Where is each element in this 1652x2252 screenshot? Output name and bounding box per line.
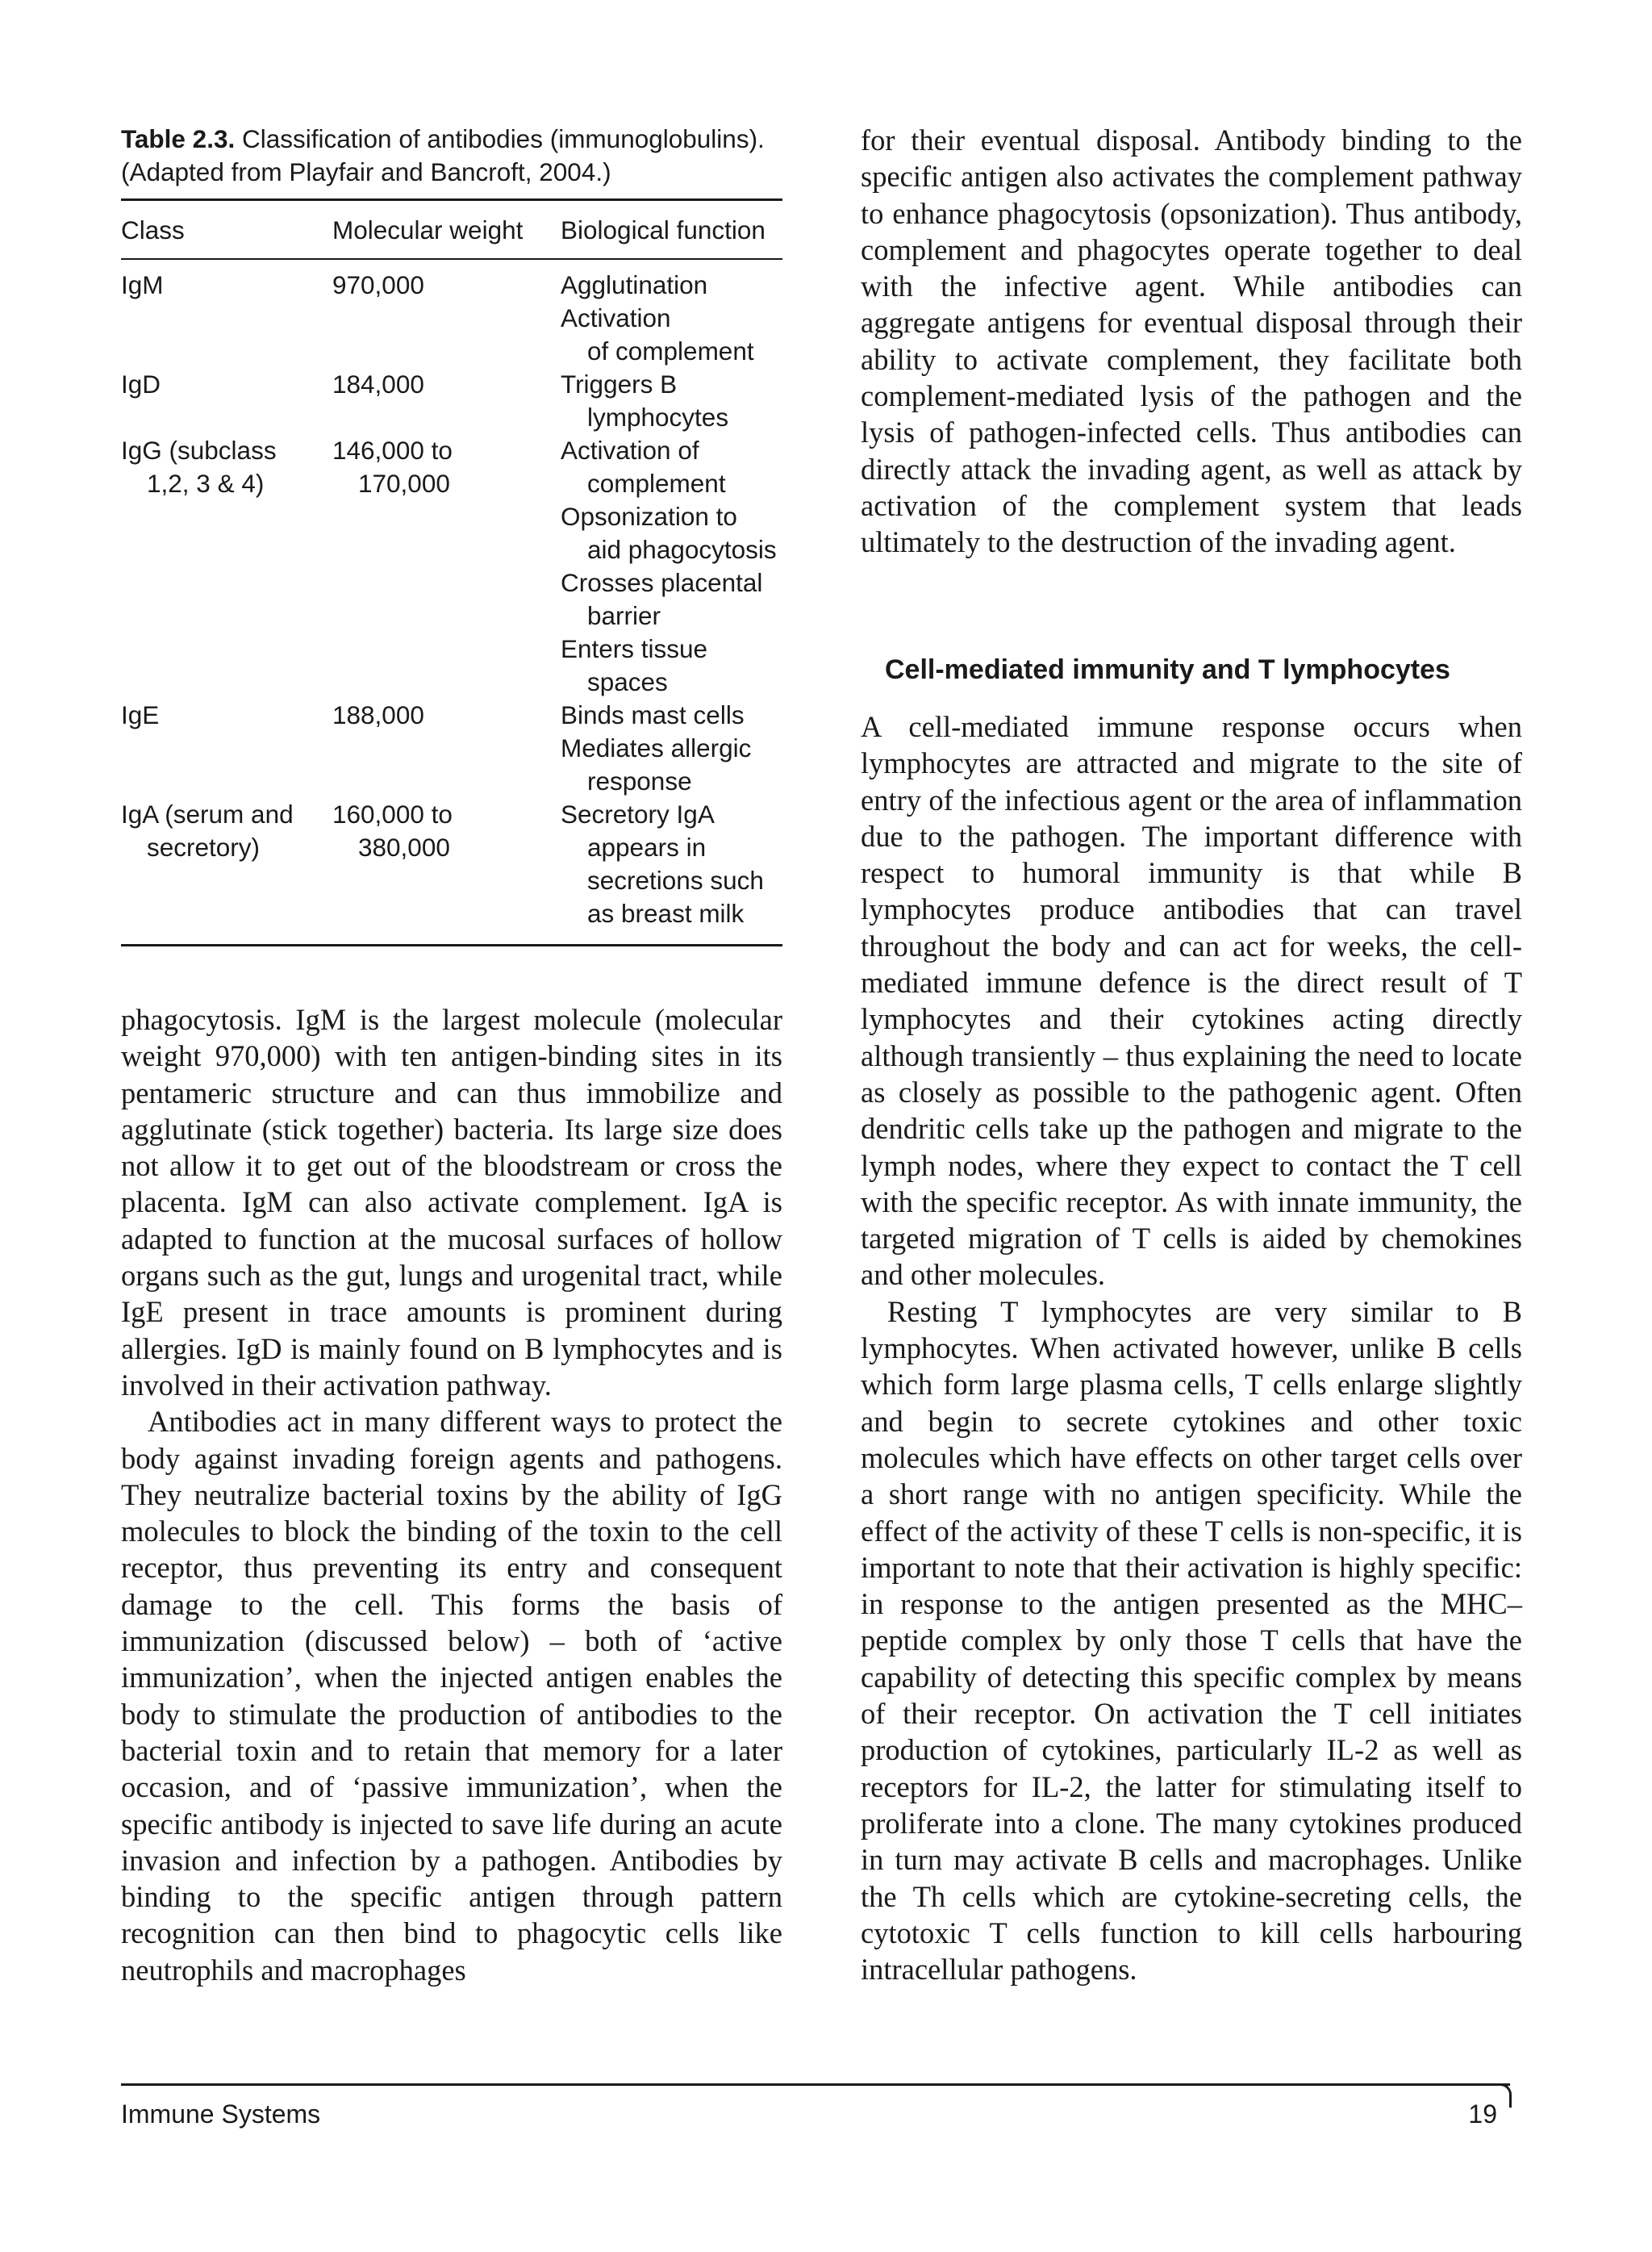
right-body-text-top <box>861 122 1522 561</box>
header-biological-function: Biological function <box>561 215 766 244</box>
right-body-text <box>861 708 1522 1987</box>
paragraph: Resting T lymphocytes are very similar to B lymphocytes. When activated however, unlike B cells which form large plasma cells, T cells enlarge slightly and begin to secrete cytokines and other toxic molecules which have effects on other target cells over a short range with no antigen specificity. While the effect of the activity of these T cells is non-specific, it is important to note that their activation is highly specific: in response to the antigen presented as the MHC–peptide complex by only those T cells that have the capability of detecting this specific complex by means of their receptor. On activation the T cell initiates production of cytokines, particularly IL-2 as well as receptors for IL-2, the latter for stimulating itself to proliferate into a clone. The many cytokines produced in turn may activate B cells and macrophages. Unlike the Th cells which are cytokine-secreting cells, the cytotoxic T cells function to kill cells harbouring intracellular pathogens. <box>861 1294 1522 1987</box>
left-body-text <box>121 1001 782 1988</box>
cell-function: Secretory IgA appears in secretions such as breast milk <box>561 800 764 928</box>
table-source: (Adapted from Playfair and Bancroft, 2004.) <box>121 157 611 186</box>
cell-weight: 188,000 <box>332 700 424 729</box>
section-heading: Cell-mediated immunity and T lymphocytes <box>885 654 1450 685</box>
cell-function: Activation of complement Opsonization to aid phagocytosis Crosses placental barrier Enters tissue spaces <box>561 436 777 696</box>
table-top-rule <box>121 198 782 201</box>
paragraph: phagocytosis. IgM is the largest molecule (molecular weight 970,000) with ten antigen-binding sites in its pentameric structure and can thus immobilize and agglutinate (stick together) bacteria. Its large size does not allow it to get out of the bloodstream or cross the placenta. IgM can also activate complement. IgA is adapted to function at the mucosal surfaces of hollow organs such as the gut, lungs and urogenital tract, while IgE present in trace amounts is prominent during allergies. IgD is mainly found on B lymphocytes and is involved in their activation pathway. <box>121 1003 782 1402</box>
cell-function: Triggers B lymphocytes <box>561 370 729 432</box>
cell-class: IgE <box>121 700 160 729</box>
cell-weight: 184,000 <box>332 370 424 399</box>
cell-weight: 146,000 to 170,000 <box>332 436 453 498</box>
cell-class: IgM <box>121 270 164 299</box>
table-title: Classification of antibodies (immunoglobulins). <box>242 124 765 153</box>
cell-class: IgA (serum and secretory) <box>121 800 294 862</box>
cell-function: Agglutination Activation of complement <box>561 270 754 366</box>
table-caption <box>121 123 782 189</box>
cell-weight: 970,000 <box>332 270 424 299</box>
cell-function: Binds mast cells Mediates allergic response <box>561 700 752 796</box>
cell-class: IgG (subclass 1,2, 3 & 4) <box>121 436 277 498</box>
cell-weight: 160,000 to 380,000 <box>332 800 453 862</box>
footer-rule <box>121 2083 1510 2086</box>
table-label: Table 2.3. <box>121 124 236 153</box>
footer-rule-hook <box>1500 2083 1512 2108</box>
table-header-rule <box>121 258 782 260</box>
paragraph: A cell-mediated immune response occurs when lymphocytes are attracted and migrate to the site of entry of the infectious agent or the area of inflammation due to the pathogen. The important difference with respect to humoral immunity is that while B lymphocytes produce antibodies that can travel throughout the body and can act for weeks, the cell-mediated immune defence is the direct result of T lymphocytes and their cytokines acting directly although transiently – thus explaining the need to locate as closely as possible to the pathogenic agent. Often dendritic cells take up the pathogen and migrate to the lymph nodes, where they expect to contact the T cell with the specific receptor. As with innate immunity, the targeted migration of T cells is aided by chemokines and other molecules. <box>861 710 1522 1292</box>
page-number: 19 <box>1468 2099 1497 2129</box>
paragraph: Antibodies act in many different ways to protect the body against invading foreign agents and pathogens. They neutralize bacterial toxins by the ability of IgG molecules to block the binding of the toxin to the cell receptor, thus preventing its entry and consequent damage to the cell. This forms the basis of immunization (discussed below) – both of ‘active immunization’, when the injected antigen enables the body to stimulate the production of antibodies to the bacterial toxin and to retain that memory for a later occasion, and of ‘passive immunization’, when the specific antibody is injected to save life during an acute invasion and infection by a pathogen. Antibodies by binding to the specific antigen through pattern recognition can then bind to phagocytic cells like neutrophils and macrophages <box>121 1405 782 1987</box>
paragraph: for their eventual disposal. Antibody binding to the specific antigen also activates the complement pathway to enhance phagocytosis (opsonization). Thus antibody, complement and phagocytes operate together to deal with the infective agent. While antibodies can aggregate antigens for eventual disposal through their ability to activate complement, they facilitate both complement-mediated lysis of the pathogen and the lysis of pathogen-infected cells. Thus antibodies can directly attack the invading agent, as well as attack by activation of the complement system that leads ultimately to the destruction of the invading agent. <box>861 123 1522 559</box>
header-molecular-weight: Molecular weight <box>332 215 524 244</box>
running-footer-title: Immune Systems <box>121 2099 321 2129</box>
table-bottom-rule <box>121 944 782 946</box>
cell-class: IgD <box>121 370 161 399</box>
header-class: Class <box>121 215 185 244</box>
